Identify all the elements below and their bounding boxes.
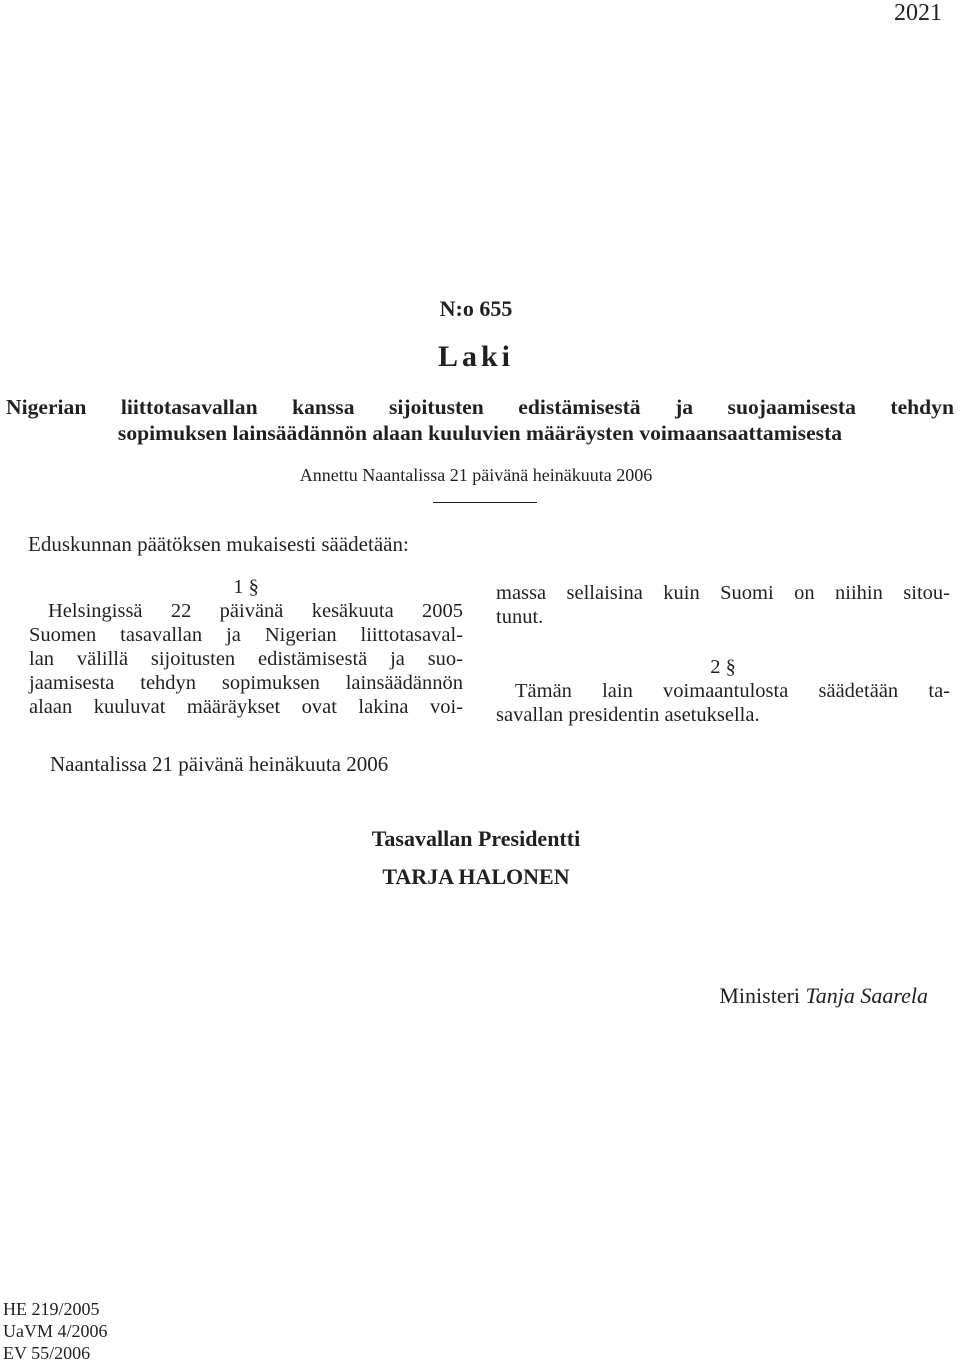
reference-item: UaVM 4/2006 <box>3 1321 108 1341</box>
reference-item: EV 55/2006 <box>3 1343 91 1363</box>
references <box>3 1298 108 1364</box>
minister-signature <box>719 983 928 1009</box>
section-1-line: alaan kuuluvat määräykset ovat lakina voi- <box>29 696 463 718</box>
minister-name: Tanja Saarela <box>805 983 928 1008</box>
column-right <box>496 581 950 727</box>
section-1-line: Suomen tasavallan ja Nigerian liittotasaval- <box>29 624 463 646</box>
minister-title: Ministeri <box>719 983 801 1008</box>
law-title: Laki <box>437 340 515 373</box>
column-left <box>29 575 463 719</box>
section-1-line: massa sellaisina kuin Suomi on niihin sitou- <box>496 582 950 604</box>
law-subject-line-2: sopimuksen lainsäädännön alaan kuuluvien määräysten voimaansaattamisesta <box>117 421 843 445</box>
signing-place: Naantalissa 21 päivänä heinäkuuta 2006 <box>50 752 389 776</box>
preamble: Eduskunnan päätöksen mukaisesti säädetään: <box>28 532 409 556</box>
issued-line: Annettu Naantalissa 21 päivänä heinäkuuta 2006 <box>299 465 653 485</box>
section-2-line: Tämän lain voimaantulosta säädetään ta- <box>515 680 950 702</box>
law-number: N:o 655 <box>439 296 513 321</box>
section-2-line: savallan presidentin asetuksella. <box>496 704 760 726</box>
section-1-line: tunut. <box>496 606 544 628</box>
divider-rule <box>433 502 537 503</box>
section-2-heading: 2 § <box>710 656 736 678</box>
section-1-line: jaamisesta tehdyn sopimuksen lainsäädännön <box>29 672 463 694</box>
president-title: Tasavallan Presidentti <box>371 826 581 851</box>
section-1-heading: 1 § <box>233 576 259 598</box>
law-subject-line-1: Nigerian liittotasavallan kanssa sijoitusten edistämisestä ja suojaamisesta tehdyn <box>6 395 954 419</box>
law-subject <box>6 394 954 446</box>
president-name: TARJA HALONEN <box>382 864 570 889</box>
section-1-line: Helsingissä 22 päivänä kesäkuuta 2005 <box>48 600 463 622</box>
page-number: 2021 <box>894 0 942 26</box>
section-1-line: lan välillä sijoitusten edistämisestä ja suo- <box>29 648 463 670</box>
reference-item: HE 219/2005 <box>3 1299 100 1319</box>
